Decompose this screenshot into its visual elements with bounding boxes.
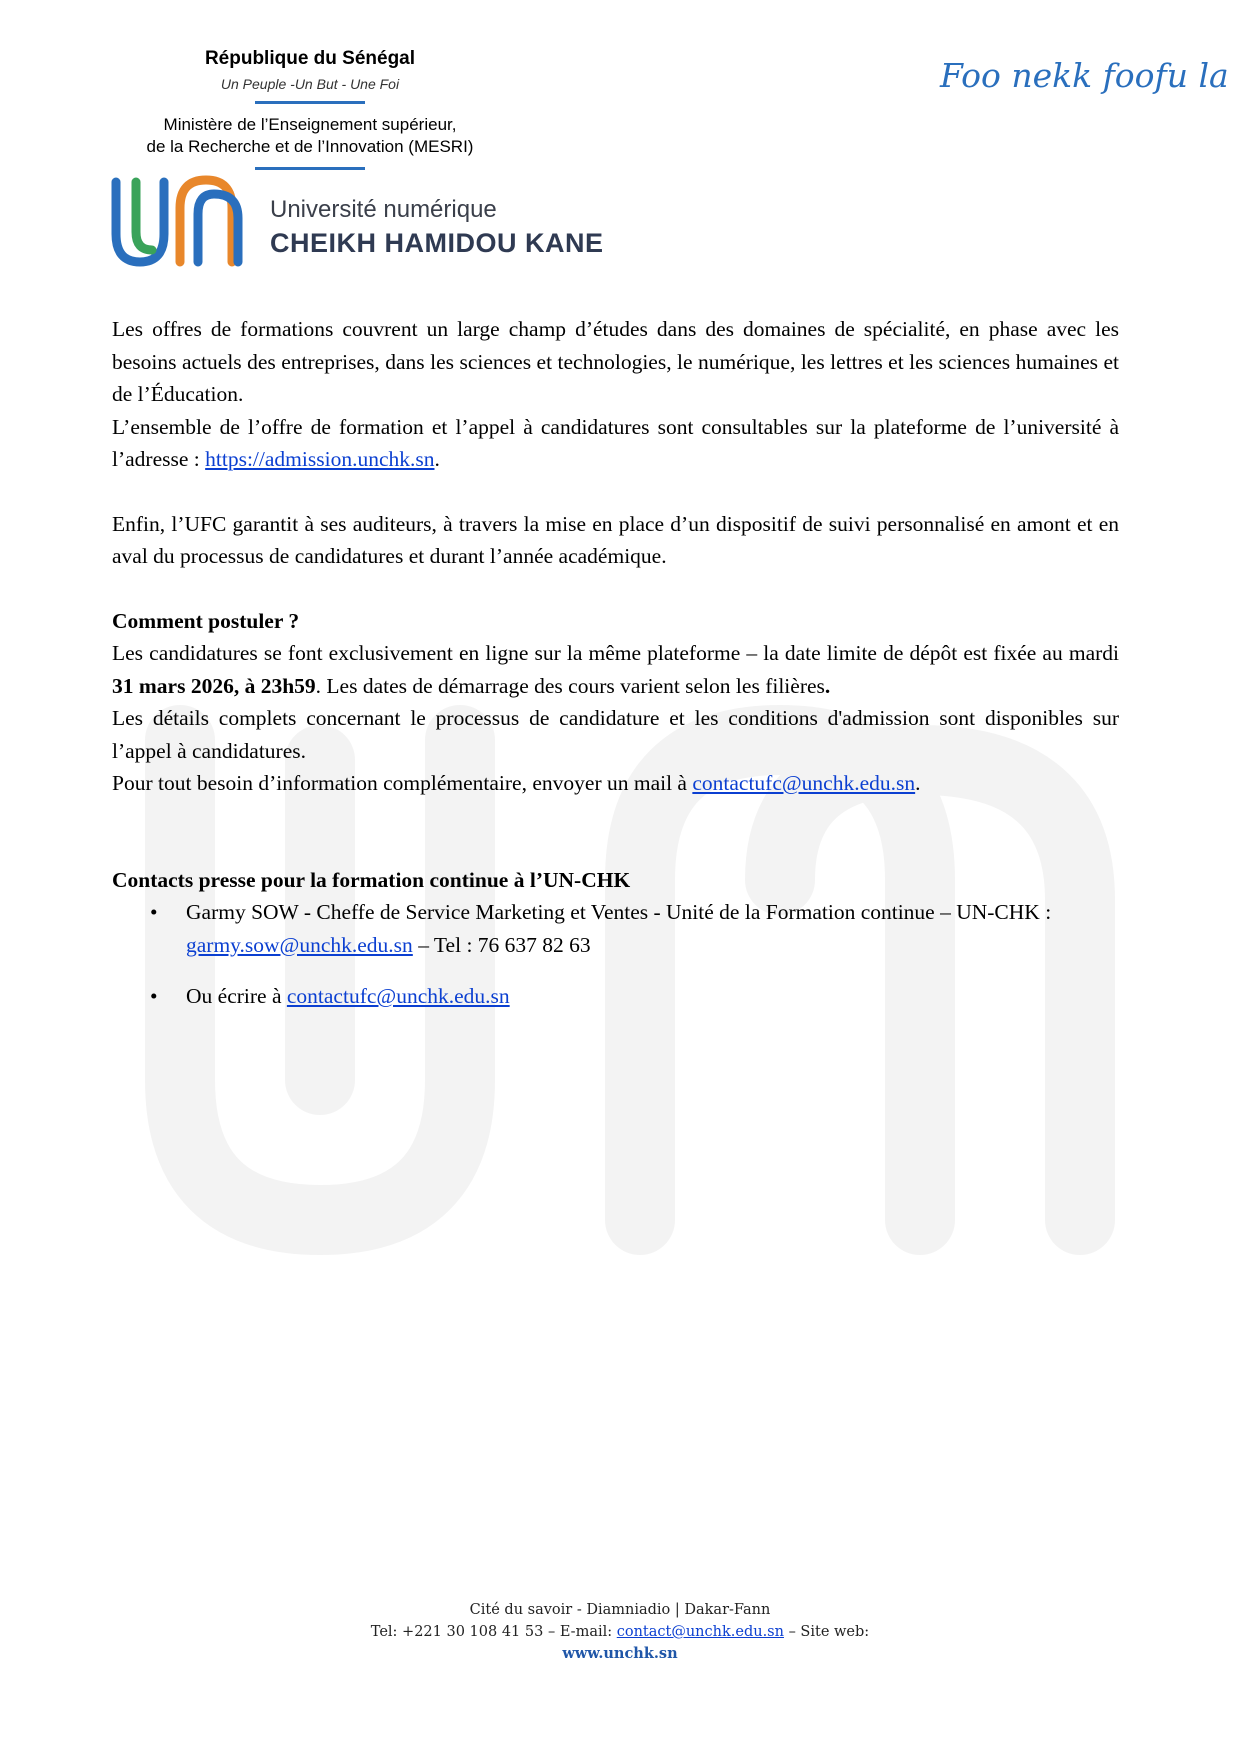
paragraph-follow-up: Enfin, l’UFC garantit à ses auditeurs, à travers la mise en place d’un dispositif de suivi personnalisé en amont et en aval du processus de candidatures et durant l’année académique. <box>112 511 1119 568</box>
contactufc-email-link-2[interactable]: contactufc@unchk.edu.sn <box>286 984 510 1008</box>
republic-title: République du Sénégal <box>204 48 416 69</box>
list-item <box>186 980 1119 1013</box>
header-institution <box>100 48 520 180</box>
footer-email-link[interactable]: contact@unchk.edu.sn <box>616 1624 784 1640</box>
logo-text-name: CHEIKH HAMIDOU KANE <box>270 228 604 258</box>
deadline-text-b: . Les dates de démarrage des cours varient selon les filières <box>315 673 825 698</box>
footer-website[interactable]: www.unchk.sn <box>562 1645 678 1662</box>
deadline-text-a: Les candidatures se font exclusivement en ligne sur la même plateforme – la date limite de dépôt est fixée au mardi <box>112 641 1119 665</box>
apply-heading: Comment postuler ? <box>112 608 300 633</box>
apply-contact-text: Pour tout besoin d’information complémentaire, envoyer un mail à <box>112 771 693 795</box>
garmy-email-link[interactable]: garmy.sow@unchk.edu.sn <box>186 932 413 957</box>
slogan: Foo nekk foofu la <box>940 56 1229 95</box>
deadline-period: . <box>824 673 831 698</box>
paragraph-apply-details: Les détails complets concernant le processus de candidature et les conditions d'admission sont disponibles sur l’appel à candidatures. <box>112 706 1119 763</box>
header-divider-2 <box>255 167 365 170</box>
paragraph-offers: Les offres de formations couvrent un large champ d’études dans des domaines de spécialité, en phase avec les besoins actuels des entreprises, dans les sciences et technologies, le numérique, les lettres et les sciences humaines et de l’Éducation. <box>112 317 1119 406</box>
list-item <box>186 896 1119 961</box>
paragraph-apply-deadline <box>112 637 1119 702</box>
contacts-heading: Contacts presse pour la formation continue à l’UN-CHK <box>112 867 631 892</box>
admission-link[interactable]: https://admission.unchk.sn <box>205 447 435 471</box>
paragraph-platform: L’ensemble de l’offre de formation et l’appel à candidatures sont consultables sur la plateforme de l’université à l’adresse : https://admission.unchk.sn. <box>112 414 1119 471</box>
document-body <box>112 313 1119 1013</box>
contact2-text: Ou écrire à <box>186 984 287 1008</box>
ministry-line-2: de la Recherche et de l’Innovation (MESRI) <box>146 137 474 156</box>
ministry-line-1: Ministère de l’Enseignement supérieur, <box>163 115 457 134</box>
footer-address: Cité du savoir - Diamniadio | Dakar-Fann <box>469 1602 771 1618</box>
contactufc-email-link[interactable]: contactufc@unchk.edu.sn <box>692 771 916 795</box>
platform-text: L’ensemble de l’offre de formation et l’appel à candidatures sont consultables sur la plateforme de l’université à l’adresse : <box>112 414 1119 471</box>
paragraph-apply-contact: Pour tout besoin d’information complémentaire, envoyer un mail à contactufc@unchk.edu.sn. <box>112 771 921 795</box>
logo-text-university: Université numérique <box>270 196 497 223</box>
footer-tel: Tel: +221 30 108 41 53 – E-mail: <box>370 1624 617 1640</box>
page-footer <box>0 1599 1240 1665</box>
contact1-tel: – Tel : 76 637 82 63 <box>412 932 591 957</box>
national-motto: Un Peuple -Un But - Une Foi <box>220 76 400 92</box>
contact1-text: Garmy SOW - Cheffe de Service Marketing et Ventes - Unité de la Formation continue – UN-CHK : <box>186 900 1052 924</box>
footer-contact <box>0 1621 1240 1643</box>
contacts-list <box>112 896 1119 1013</box>
header-divider <box>255 101 365 104</box>
footer-site-label: – Site web: <box>783 1624 870 1640</box>
deadline-date: 31 mars 2026, à 23h59 <box>112 673 316 698</box>
